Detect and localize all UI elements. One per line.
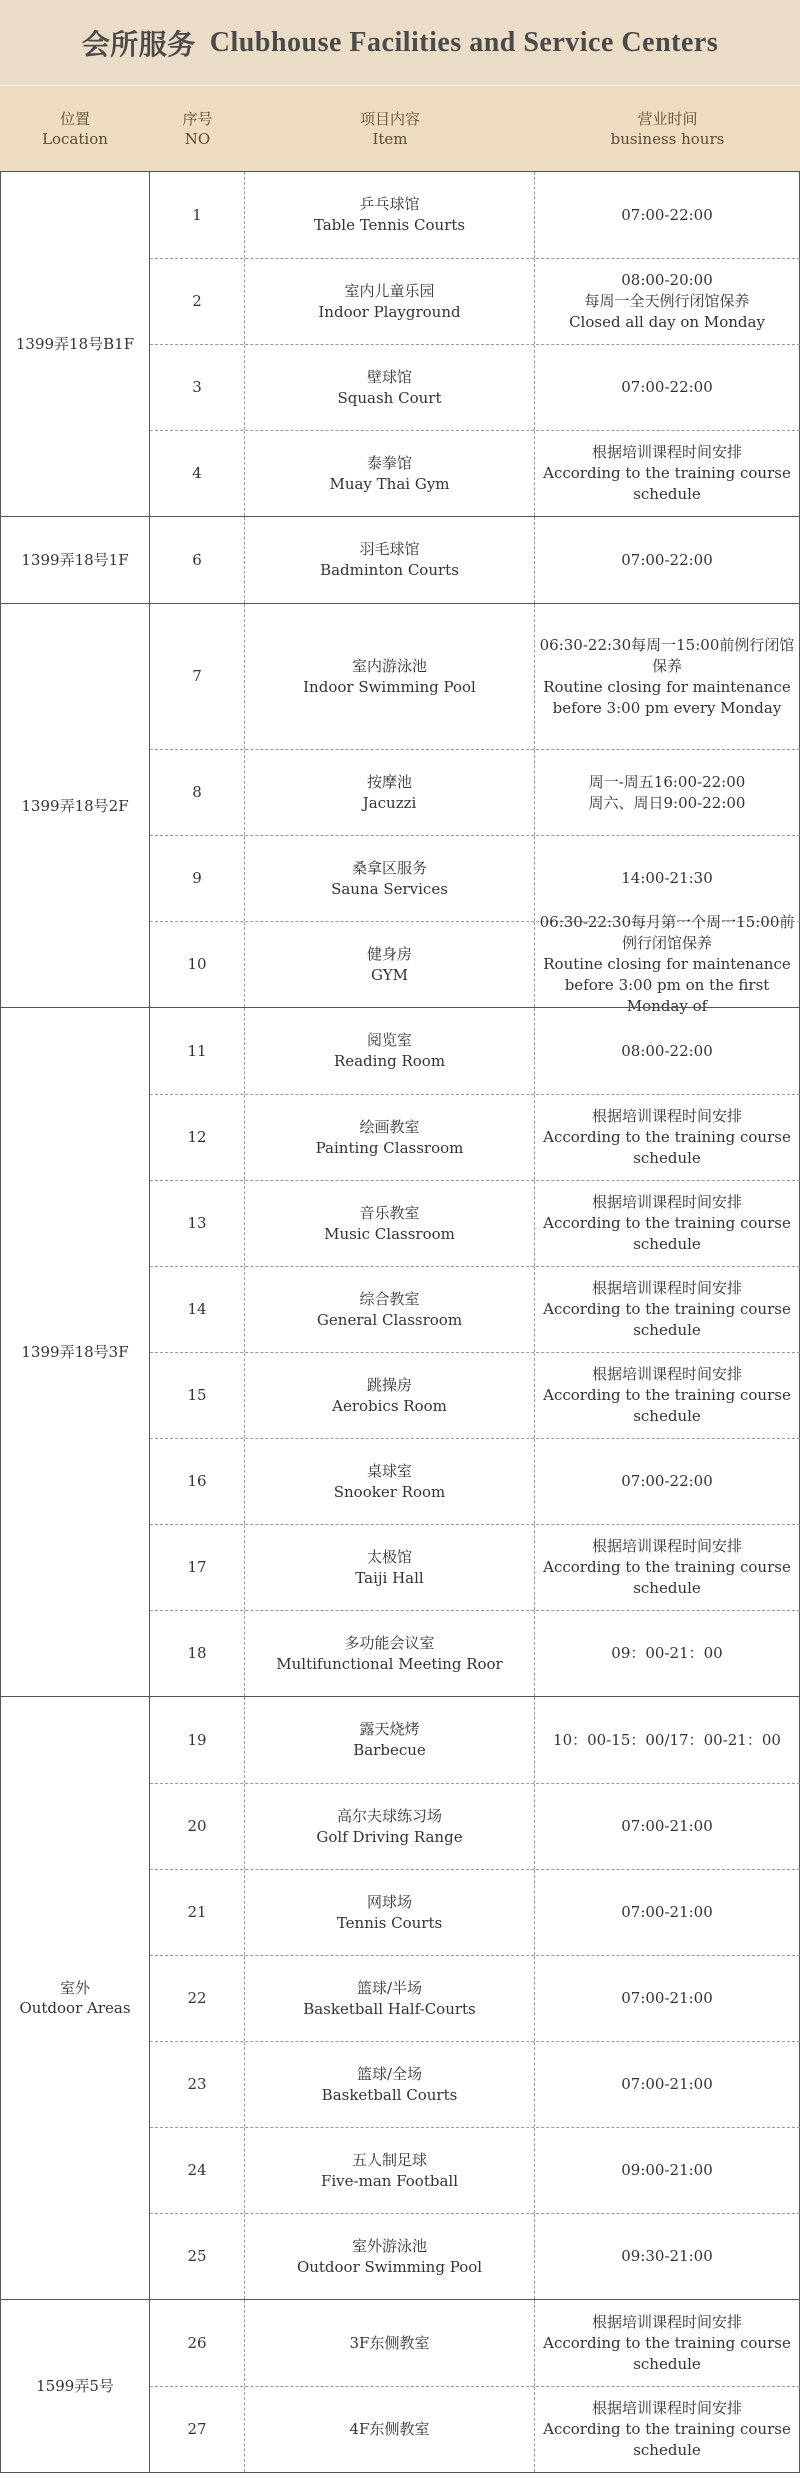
hours-text: 07:00-22:00 <box>621 550 713 569</box>
item-name-cn: 篮球/半场 <box>356 1978 423 1997</box>
hours-text: schedule <box>633 1149 701 1167</box>
item-name-en: Outdoor Swimming Pool <box>296 2257 483 2276</box>
row-number: 18 <box>150 1611 245 1696</box>
hours-text: 06:30-22:30每月第一个周一15:00前 <box>539 913 795 931</box>
item-cell <box>245 172 535 258</box>
row-number: 1 <box>150 172 245 258</box>
table-row <box>150 517 800 603</box>
hours-text: 09:00-21:00 <box>621 2161 713 2179</box>
hours-text: 例行闭馆保养 <box>621 934 712 952</box>
hours-text: 06:30-22:30每周一15:00前例行闭馆 <box>539 635 795 654</box>
item-cell <box>245 1956 535 2041</box>
item-cell <box>245 750 535 835</box>
hours-cell <box>535 2214 800 2299</box>
item-name-cn: 4F东侧教室 <box>349 2420 430 2438</box>
item-name-cn: 太极馆 <box>366 1547 412 1566</box>
hours-cell <box>535 1870 800 1955</box>
table-row <box>150 1266 800 1352</box>
row-number: 17 <box>150 1525 245 1610</box>
hours-text: schedule <box>633 2354 701 2373</box>
hours-text: 每周一全天例行闭馆保养 <box>584 292 750 310</box>
hours-text: 根据培训课程时间安排 <box>591 2399 742 2417</box>
header-no-en: NO <box>184 129 211 148</box>
hours-cell <box>535 604 800 749</box>
row-number: 10 <box>150 922 245 1007</box>
item-cell <box>245 431 535 516</box>
location-text: 1399弄18号3F <box>21 1343 129 1361</box>
table-row <box>150 1524 800 1610</box>
hours-cell <box>535 2300 800 2386</box>
location-text: 1399弄18号2F <box>21 796 129 815</box>
item-name-en: Table Tennis Courts <box>313 216 466 234</box>
item-name-en: Sauna Services <box>331 879 448 898</box>
item-cell <box>245 1611 535 1696</box>
item-cell <box>245 259 535 344</box>
hours-text: Closed all day on Monday <box>569 313 765 331</box>
hours-cell <box>535 259 800 344</box>
hours-cell <box>535 517 800 603</box>
item-cell <box>245 1181 535 1266</box>
location-text: 1399弄18号1F <box>21 551 129 569</box>
table-row <box>150 1180 800 1266</box>
item-cell <box>245 345 535 430</box>
hours-text: 07:00-21:00 <box>621 1989 713 2007</box>
hours-text: 周六、周日9:00-22:00 <box>588 793 746 812</box>
hours-cell <box>535 750 800 835</box>
row-number: 4 <box>150 431 245 516</box>
hours-cell <box>535 1611 800 1696</box>
location-cell <box>0 1008 150 1696</box>
group-rows <box>150 604 800 1015</box>
table-row <box>150 749 800 835</box>
hours-text: before 3:00 pm on the first Monday of <box>564 976 770 1015</box>
hours-text: 07:00-22:00 <box>621 205 713 224</box>
hours-cell <box>535 1784 800 1869</box>
table-row <box>150 258 800 344</box>
header-no-cn: 序号 <box>182 109 213 128</box>
item-name-en: Taiji Hall <box>355 1568 424 1587</box>
item-cell <box>245 1697 535 1783</box>
item-cell <box>245 1095 535 1180</box>
hours-cell <box>535 1956 800 2041</box>
item-name-en: Indoor Playground <box>318 302 461 321</box>
item-name-cn: 露天烧烤 <box>359 1720 420 1738</box>
item-name-cn: 壁球馆 <box>366 367 412 386</box>
item-cell <box>245 836 535 921</box>
group-rows <box>150 1008 800 1696</box>
item-name-en: Badminton Courts <box>320 561 459 579</box>
row-number: 15 <box>150 1353 245 1438</box>
hours-text: 周一-周五16:00-22:00 <box>588 772 746 791</box>
item-name-cn: 室外游泳池 <box>351 2236 427 2255</box>
row-number: 19 <box>150 1697 245 1783</box>
header-hours-cn: 营业时间 <box>637 109 698 128</box>
hours-cell <box>535 1267 800 1352</box>
hours-text: schedule <box>633 1235 701 1253</box>
hours-cell <box>535 1095 800 1180</box>
item-name-cn: 阅览室 <box>366 1031 412 1049</box>
item-cell <box>245 1439 535 1524</box>
row-number: 14 <box>150 1267 245 1352</box>
location-cell <box>0 2300 150 2472</box>
item-name-en: Indoor Swimming Pool <box>303 677 476 696</box>
hours-text: 根据培训课程时间安排 <box>591 1279 742 1297</box>
hours-text: Routine closing for maintenance <box>543 677 791 696</box>
hours-text: According to the training course <box>543 1558 791 1576</box>
item-name-cn: 3F东侧教室 <box>349 2333 430 2352</box>
hours-text: schedule <box>633 1579 701 1597</box>
title-cn: 会所服务 <box>81 29 196 61</box>
hours-cell <box>535 1008 800 1094</box>
item-cell <box>245 2128 535 2213</box>
hours-text: schedule <box>633 2441 701 2459</box>
item-name-en: Barbecue <box>353 1741 426 1759</box>
header-item-cn: 项目内容 <box>359 109 420 128</box>
hours-text: schedule <box>633 485 701 503</box>
facilities-table <box>0 171 800 2473</box>
hours-cell <box>535 1439 800 1524</box>
hours-cell <box>535 1353 800 1438</box>
hours-text: 10：00-15：00/17：00-21：00 <box>553 1730 781 1749</box>
hours-cell <box>535 172 800 258</box>
table-row <box>150 2386 800 2472</box>
row-number: 21 <box>150 1870 245 1955</box>
row-number: 22 <box>150 1956 245 2041</box>
item-name-cn: 室内游泳池 <box>351 656 427 675</box>
item-name-en: Squash Court <box>337 388 442 407</box>
hours-text: before 3:00 pm every Monday <box>552 698 782 717</box>
header-location-cn: 位置 <box>59 109 90 128</box>
item-name-en: Multifunctional Meeting Roor <box>276 1654 503 1673</box>
table-row <box>150 913 800 1015</box>
item-name-cn: 健身房 <box>366 944 412 963</box>
item-name-cn: 网球场 <box>366 1892 412 1911</box>
hours-cell <box>535 2387 800 2472</box>
table-row <box>150 430 800 516</box>
hours-text: According to the training course <box>543 464 791 482</box>
item-name-cn: 音乐教室 <box>359 1203 420 1222</box>
row-number: 6 <box>150 517 245 603</box>
item-name-en: Muay Thai Gym <box>329 474 450 493</box>
row-number: 24 <box>150 2128 245 2213</box>
item-cell <box>245 1353 535 1438</box>
row-number: 23 <box>150 2042 245 2127</box>
hours-text: 保养 <box>651 656 682 675</box>
item-name-cn: 泰拳馆 <box>366 453 412 472</box>
hours-text: 根据培训课程时间安排 <box>591 1537 742 1555</box>
header-hours <box>535 86 800 171</box>
item-cell <box>245 922 535 1007</box>
hours-text: According to the training course <box>543 2333 791 2352</box>
item-name-en: Snooker Room <box>333 1482 446 1501</box>
table-row <box>150 1008 800 1094</box>
location-group <box>0 603 800 1015</box>
item-name-cn: 篮球/全场 <box>356 2064 423 2083</box>
hours-cell <box>535 1697 800 1783</box>
table-row <box>150 2300 800 2386</box>
item-name-cn: 乒乓球馆 <box>359 195 420 213</box>
item-cell <box>245 2042 535 2127</box>
location-group <box>0 1696 800 2299</box>
item-name-en: Jacuzzi <box>362 793 417 812</box>
row-number: 9 <box>150 836 245 921</box>
item-name-cn: 综合教室 <box>359 1289 420 1308</box>
row-number: 27 <box>150 2387 245 2472</box>
item-cell <box>245 1267 535 1352</box>
hours-text: 07:00-21:00 <box>621 2075 713 2093</box>
item-name-cn: 绘画教室 <box>359 1117 420 1136</box>
item-cell <box>245 517 535 603</box>
item-name-en: Music Classroom <box>324 1224 455 1243</box>
location-group <box>0 171 800 516</box>
table-row <box>150 1955 800 2041</box>
hours-text: According to the training course <box>543 1386 791 1404</box>
item-name-en: General Classroom <box>316 1310 463 1329</box>
row-number: 12 <box>150 1095 245 1180</box>
row-number: 26 <box>150 2300 245 2386</box>
table-header <box>0 85 800 171</box>
item-name-en: Aerobics Room <box>332 1396 447 1415</box>
item-cell <box>245 2387 535 2472</box>
item-name-en: Painting Classroom <box>315 1138 464 1157</box>
table-row <box>150 1697 800 1783</box>
hours-text: 09:30-21:00 <box>621 2247 713 2265</box>
location-cell <box>0 172 150 516</box>
location-group <box>0 2299 800 2473</box>
hours-text: 08:00-22:00 <box>621 1041 713 1060</box>
item-name-en: Five-man Football <box>320 2171 459 2190</box>
hours-text: schedule <box>633 1321 701 1339</box>
item-name-cn: 桌球室 <box>366 1461 412 1480</box>
item-name-en: Golf Driving Range <box>316 1827 463 1846</box>
table-row <box>150 1869 800 1955</box>
item-name-en: Tennis Courts <box>336 1913 443 1932</box>
hours-text: 08:00-20:00 <box>621 271 713 289</box>
table-row <box>150 1352 800 1438</box>
item-name-cn: 按摩池 <box>366 772 412 791</box>
hours-cell <box>535 345 800 430</box>
table-row <box>150 2127 800 2213</box>
hours-text: According to the training course <box>543 1214 791 1232</box>
hours-cell <box>535 2128 800 2213</box>
item-cell <box>245 2214 535 2299</box>
location-text: 室外 <box>59 1979 90 1997</box>
table-row <box>150 2041 800 2127</box>
item-name-cn: 羽毛球馆 <box>359 540 420 558</box>
header-item <box>245 86 535 171</box>
hours-text: 根据培训课程时间安排 <box>591 1193 742 1211</box>
hours-cell <box>535 913 800 1015</box>
header-item-en: Item <box>372 129 408 148</box>
table-row <box>150 604 800 749</box>
location-cell <box>0 517 150 603</box>
item-cell <box>245 2300 535 2386</box>
group-rows <box>150 1697 800 2299</box>
group-rows <box>150 517 800 603</box>
hours-text: 07:00-22:00 <box>621 1472 713 1490</box>
table-row <box>150 835 800 921</box>
table-row <box>150 2213 800 2299</box>
row-number: 3 <box>150 345 245 430</box>
item-cell <box>245 1784 535 1869</box>
hours-text: 14:00-21:30 <box>621 869 713 887</box>
table-row <box>150 172 800 258</box>
item-cell <box>245 1870 535 1955</box>
row-number: 8 <box>150 750 245 835</box>
location-text: Outdoor Areas <box>19 1999 131 2017</box>
item-cell <box>245 1525 535 1610</box>
hours-text: 根据培训课程时间安排 <box>591 1107 742 1125</box>
hours-cell <box>535 2042 800 2127</box>
row-number: 20 <box>150 1784 245 1869</box>
table-row <box>150 1094 800 1180</box>
item-name-cn: 五人制足球 <box>351 2150 427 2169</box>
item-name-cn: 多功能会议室 <box>344 1633 435 1652</box>
group-rows <box>150 2300 800 2472</box>
hours-text: 07:00-22:00 <box>621 378 713 396</box>
table-row <box>150 1610 800 1696</box>
item-cell <box>245 1008 535 1094</box>
hours-text: Routine closing for maintenance <box>543 955 791 973</box>
row-number: 11 <box>150 1008 245 1094</box>
location-cell <box>0 604 150 1007</box>
hours-text: 07:00-21:00 <box>621 1903 713 1921</box>
header-location-en: Location <box>42 129 108 148</box>
hours-text: According to the training course <box>543 2420 791 2438</box>
hours-text: According to the training course <box>543 1300 791 1318</box>
location-text: 1599弄5号 <box>36 2377 114 2395</box>
header-location <box>0 86 150 171</box>
hours-text: 07:00-21:00 <box>621 1817 713 1835</box>
location-text: 1399弄18号B1F <box>15 335 135 353</box>
item-name-cn: 室内儿童乐园 <box>344 281 435 300</box>
item-cell <box>245 604 535 749</box>
item-name-cn: 跳操房 <box>366 1375 412 1394</box>
row-number: 7 <box>150 604 245 749</box>
location-cell <box>0 1697 150 2299</box>
location-group <box>0 516 800 603</box>
hours-cell <box>535 431 800 516</box>
item-name-cn: 高尔夫球练习场 <box>336 1806 442 1825</box>
hours-text: 根据培训课程时间安排 <box>591 1365 742 1383</box>
row-number: 13 <box>150 1181 245 1266</box>
hours-text: 根据培训课程时间安排 <box>591 2312 742 2331</box>
row-number: 25 <box>150 2214 245 2299</box>
table-row <box>150 1438 800 1524</box>
title-en: Clubhouse Facilities and Service Centers <box>209 26 719 58</box>
page-title <box>0 0 800 85</box>
item-name-en: Basketball Half-Courts <box>303 1999 476 2018</box>
hours-text: 09：00-21：00 <box>611 1644 723 1662</box>
hours-cell <box>535 1181 800 1266</box>
table-row <box>150 1783 800 1869</box>
hours-text: According to the training course <box>543 1128 791 1146</box>
item-name-cn: 桑拿区服务 <box>351 858 427 877</box>
item-name-en: Basketball Courts <box>321 2085 458 2104</box>
hours-text: schedule <box>633 1407 701 1425</box>
location-group <box>0 1007 800 1696</box>
hours-cell <box>535 1525 800 1610</box>
row-number: 16 <box>150 1439 245 1524</box>
item-name-en: GYM <box>371 965 408 984</box>
header-no <box>150 86 245 171</box>
item-name-en: Reading Room <box>333 1052 446 1070</box>
hours-cell <box>535 836 800 921</box>
row-number: 2 <box>150 259 245 344</box>
table-row <box>150 344 800 430</box>
header-hours-en: business hours <box>610 129 725 148</box>
group-rows <box>150 172 800 516</box>
hours-text: 根据培训课程时间安排 <box>591 443 742 461</box>
